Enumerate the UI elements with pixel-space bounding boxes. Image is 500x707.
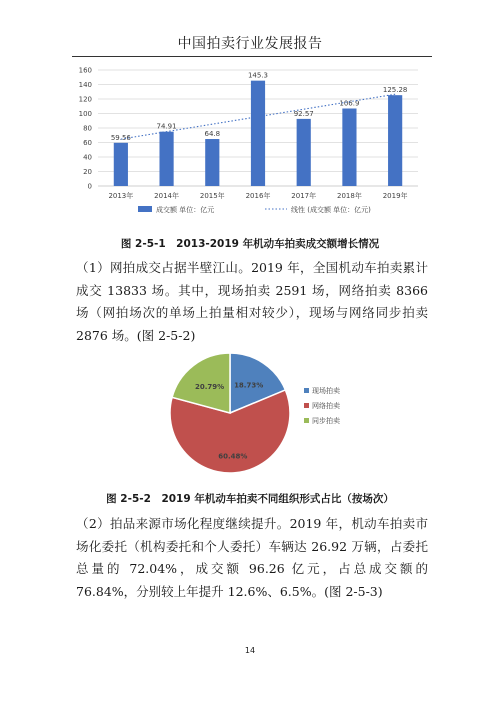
data-label: 64.8 [204, 130, 221, 139]
x-tick-label: 2017年 [291, 192, 317, 200]
data-label: 92.57 [293, 109, 314, 118]
y-tick-label: 80 [83, 124, 92, 133]
bar [342, 108, 356, 186]
y-tick-label: 100 [78, 110, 92, 118]
y-tick-label: 160 [78, 66, 92, 75]
bar [159, 132, 173, 186]
legend-swatch [304, 388, 309, 393]
legend-swatch-bar [138, 206, 152, 212]
legend-label-trend: 线性 (成交额 单位：亿元) [291, 206, 371, 214]
data-label: 125.28 [382, 86, 408, 95]
x-tick-label: 2018年 [337, 192, 362, 200]
y-tick-label: 40 [83, 153, 92, 162]
data-label: 59.56 [110, 133, 131, 142]
x-tick-label: 2014年 [154, 192, 179, 200]
x-tick-label: 2016年 [245, 192, 271, 200]
pie-chart [140, 345, 380, 480]
bar [205, 139, 219, 186]
paragraph-2: （2）拍品来源市场化程度继续提升。2019 年，机动车拍卖市场化委托（机构委托和个人委托）车辆达 26.92 万辆，占委托总量的 72.04%，成交额 96.26 亿元，占总成交额的 76.84%，分别较上年提升 12.6%、6.5%。(图 2-5-3) [76, 516, 428, 599]
data-label: 106.9 [339, 99, 360, 108]
figure-caption-2-5-1: 图 2-5-1 2013-2019 年机动车拍卖成交额增长情况 [120, 238, 380, 250]
paragraph-1: （1）网拍成交占据半壁江山。2019 年，全国机动车拍卖累计成交 13833 场。其中，现场拍卖 2591 场，网络拍卖 8366 场（网拍场次的单场上拍量相对较少），现场与网络同步拍卖 2876 场。(图 2-5-2) [76, 260, 428, 343]
legend-label: 现场拍卖 [312, 387, 340, 395]
y-tick-label: 0 [87, 182, 92, 191]
bar-chart [60, 62, 440, 227]
legend-swatch [304, 418, 309, 423]
bar [251, 81, 265, 186]
page-number: 14 [244, 646, 256, 655]
y-tick-label: 140 [78, 81, 92, 89]
bar [297, 119, 311, 186]
bar [388, 95, 402, 186]
legend-label: 网络拍卖 [312, 402, 340, 410]
x-tick-label: 2015年 [199, 192, 225, 200]
pie-data-label: 60.48% [218, 452, 248, 461]
page-header-title: 中国拍卖行业发展报告 [177, 36, 323, 52]
x-tick-label: 2019年 [382, 192, 408, 200]
x-tick-label: 2013年 [108, 192, 134, 200]
y-tick-label: 60 [83, 139, 92, 147]
legend-label: 同步拍卖 [312, 417, 340, 425]
legend-label-bar: 成交额 单位：亿元 [156, 206, 215, 214]
data-label: 145.3 [247, 71, 269, 80]
header-rule [72, 56, 432, 57]
y-tick-label: 120 [78, 95, 92, 104]
bar [114, 143, 128, 186]
y-tick-label: 20 [83, 168, 92, 176]
pie-data-label: 18.73% [234, 381, 264, 390]
legend-swatch [304, 403, 309, 408]
data-label: 74.91 [156, 122, 177, 131]
pie-data-label: 20.79% [195, 382, 225, 391]
figure-caption-2-5-2: 图 2-5-2 2019 年机动车拍卖不同组织形式占比（按场次） [106, 493, 394, 505]
